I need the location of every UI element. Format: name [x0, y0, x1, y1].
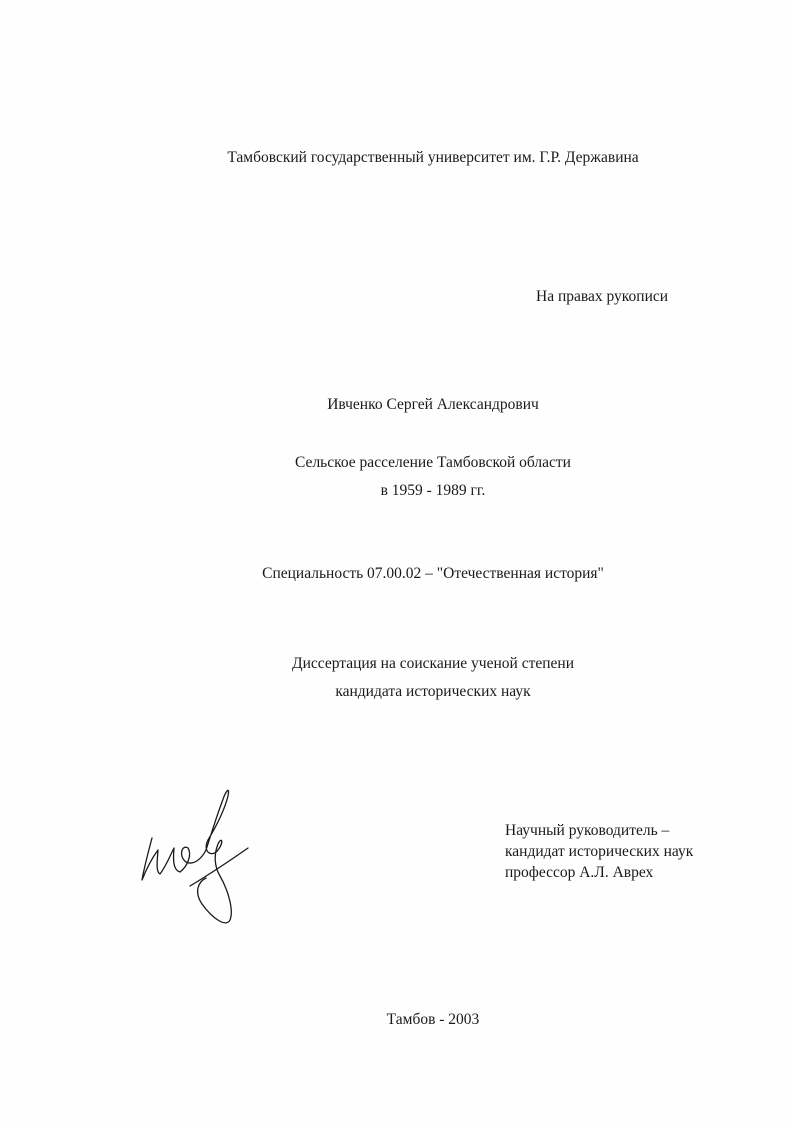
handwritten-signature-icon	[130, 778, 260, 928]
dissertation-title-line-1: Сельское расселение Тамбовской области	[295, 454, 571, 471]
degree-line-2: кандидата исторических наук	[335, 683, 531, 700]
manuscript-note: На правах рукописи	[536, 288, 669, 305]
dissertation-title-line-2: в 1959 - 1989 гг.	[380, 482, 486, 499]
advisor-line-3: профессор А.Л. Аврех	[505, 864, 654, 881]
author-name: Ивченко Сергей Александрович	[327, 396, 539, 413]
university-name: Тамбовский государственный университет им. Г.Р. Державина	[227, 149, 639, 166]
city-year: Тамбов - 2003	[386, 1011, 480, 1028]
advisor-line-2: кандидат исторических наук	[505, 843, 694, 860]
scientific-advisor-block	[505, 820, 693, 883]
advisor-line-1: Научный руководитель –	[505, 822, 670, 839]
specialty: Специальность 07.00.02 – "Отечественная история"	[262, 565, 604, 582]
degree-line-1: Диссертация на соискание ученой степени	[292, 655, 574, 672]
